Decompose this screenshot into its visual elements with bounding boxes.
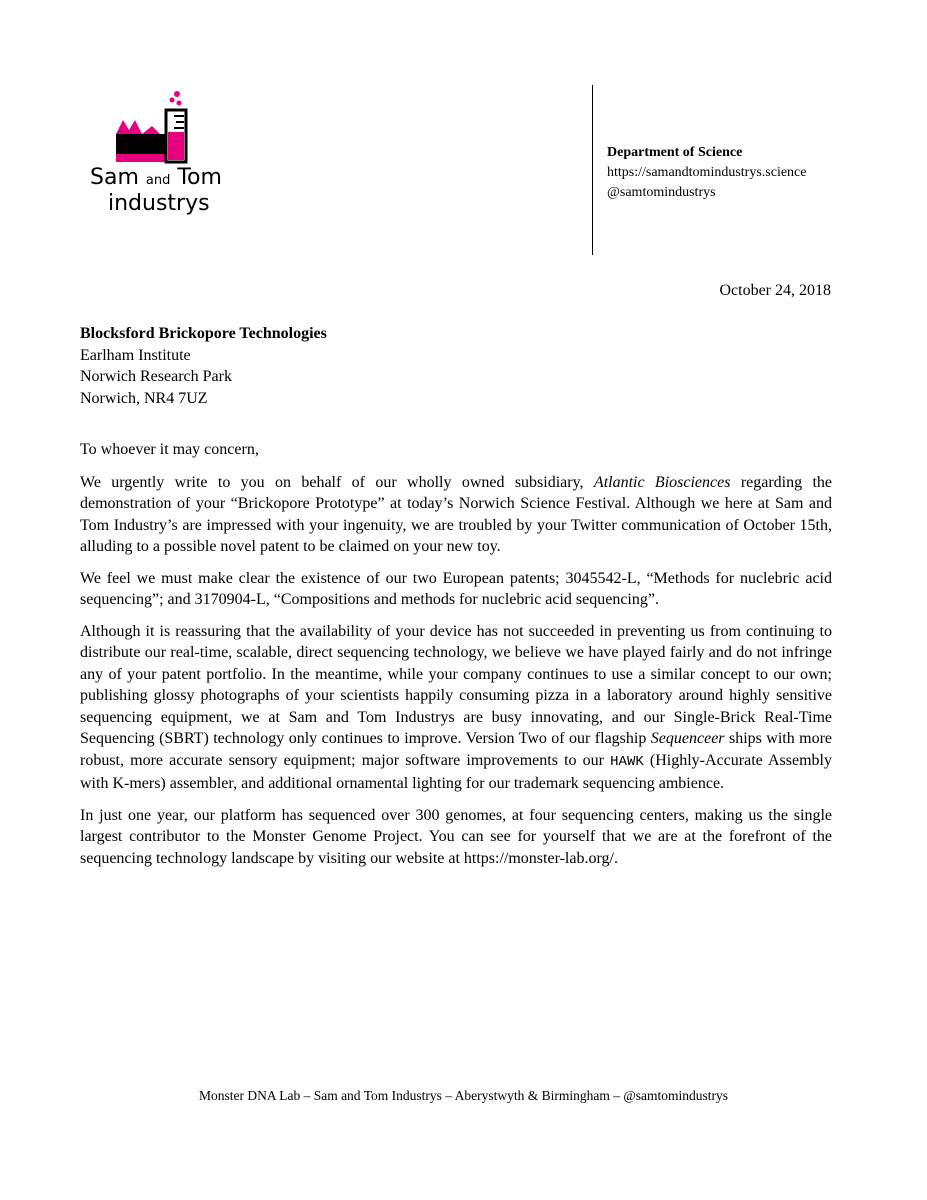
logo-roof (116, 120, 142, 134)
greeting: To whoever it may concern, (80, 441, 259, 458)
page-footer: Monster DNA Lab – Sam and Tom Industrys – Aberystwyth & Birmingham – @samtomindustrys (198, 1088, 729, 1103)
logo-bubble (177, 101, 182, 106)
header-divider (592, 85, 593, 255)
logo-roof (142, 126, 160, 134)
letter-date: October 24, 2018 (719, 282, 831, 299)
logo-bubble (174, 91, 180, 97)
logo-wordmark-line1: Sam and Tom (90, 165, 222, 190)
recipient-address (80, 323, 327, 409)
recipient-line: Earlham Institute (80, 346, 191, 364)
logo-tube-fill (168, 132, 184, 160)
paragraph-1: We urgently write to you on behalf of our wholly owned subsidiary, Atlantic Biosciences regarding the demonstration of your “Brickopore Prototype” at today’s Norwich Science Festival. Although we here at Sam and Tom Industry’s are impressed with your ingenuity, we are troubled by your Twitter communication of October 15th, alluding to a possible novel patent to be claimed on your new toy. (80, 473, 833, 555)
subsidiary-name: Atlantic Biosciences (593, 473, 731, 491)
letter-body (80, 439, 832, 879)
software-name: HAWK (610, 753, 644, 770)
logo-factory-base (116, 154, 166, 162)
paragraph-4: In just one year, our platform has sequenced over 300 genomes, at four sequencing centers, making us the single largest contributor to the Monster Genome Project. You can see for yourself that we are at the forefront of the sequencing technology landscape by visiting our website at https://monster-lab.org/. (80, 806, 832, 867)
logo-bubble (170, 98, 175, 103)
sender-handle: @samtomindustrys (607, 185, 716, 200)
sender-block (607, 143, 806, 203)
product-name: Sequenceer (650, 730, 725, 747)
paragraph-2: We feel we must make clear the existence of our two European patents; 3045542-L, “Methods for nuclebric acid sequencing”; and 3170904-L, “Compositions and methods for nuclebric acid sequencing”. (80, 569, 832, 608)
sender-website: https://samandtomindustrys.science (607, 165, 807, 180)
paragraph-3: Although it is reassuring that the availability of your device has not succeeded in preventing us from continuing to distribute our real-time, scalable, direct sequencing technology, we believe we have played fairly and do not infringe any of your patent portfolio. In the meantime, while your company continues to use a similar concept to our own; publishing glossy photographs of your scientists happily consuming pizza in a laboratory around highly sensitive sequencing equipment, we at Sam and Tom Industrys are busy innovating, and our Single-Brick Real-Time Sequencing (SBRT) technology only continues to improve. Version Two of our flagship Sequenceer ships with more robust, more accurate sensory equipment; major software improvements to our HAWK (Highly-Accurate Assembly with K-mers) assembler, and additional ornamental lighting for our trademark sequencing ambience. (80, 622, 833, 792)
department-name: Department of Science (607, 145, 743, 160)
recipient-line: Norwich Research Park (80, 368, 232, 385)
recipient-org: Blocksford Brickopore Technologies (80, 325, 327, 342)
logo-wordmark-line2: industrys (108, 191, 210, 216)
recipient-line: Norwich, NR4 7UZ (80, 389, 208, 407)
